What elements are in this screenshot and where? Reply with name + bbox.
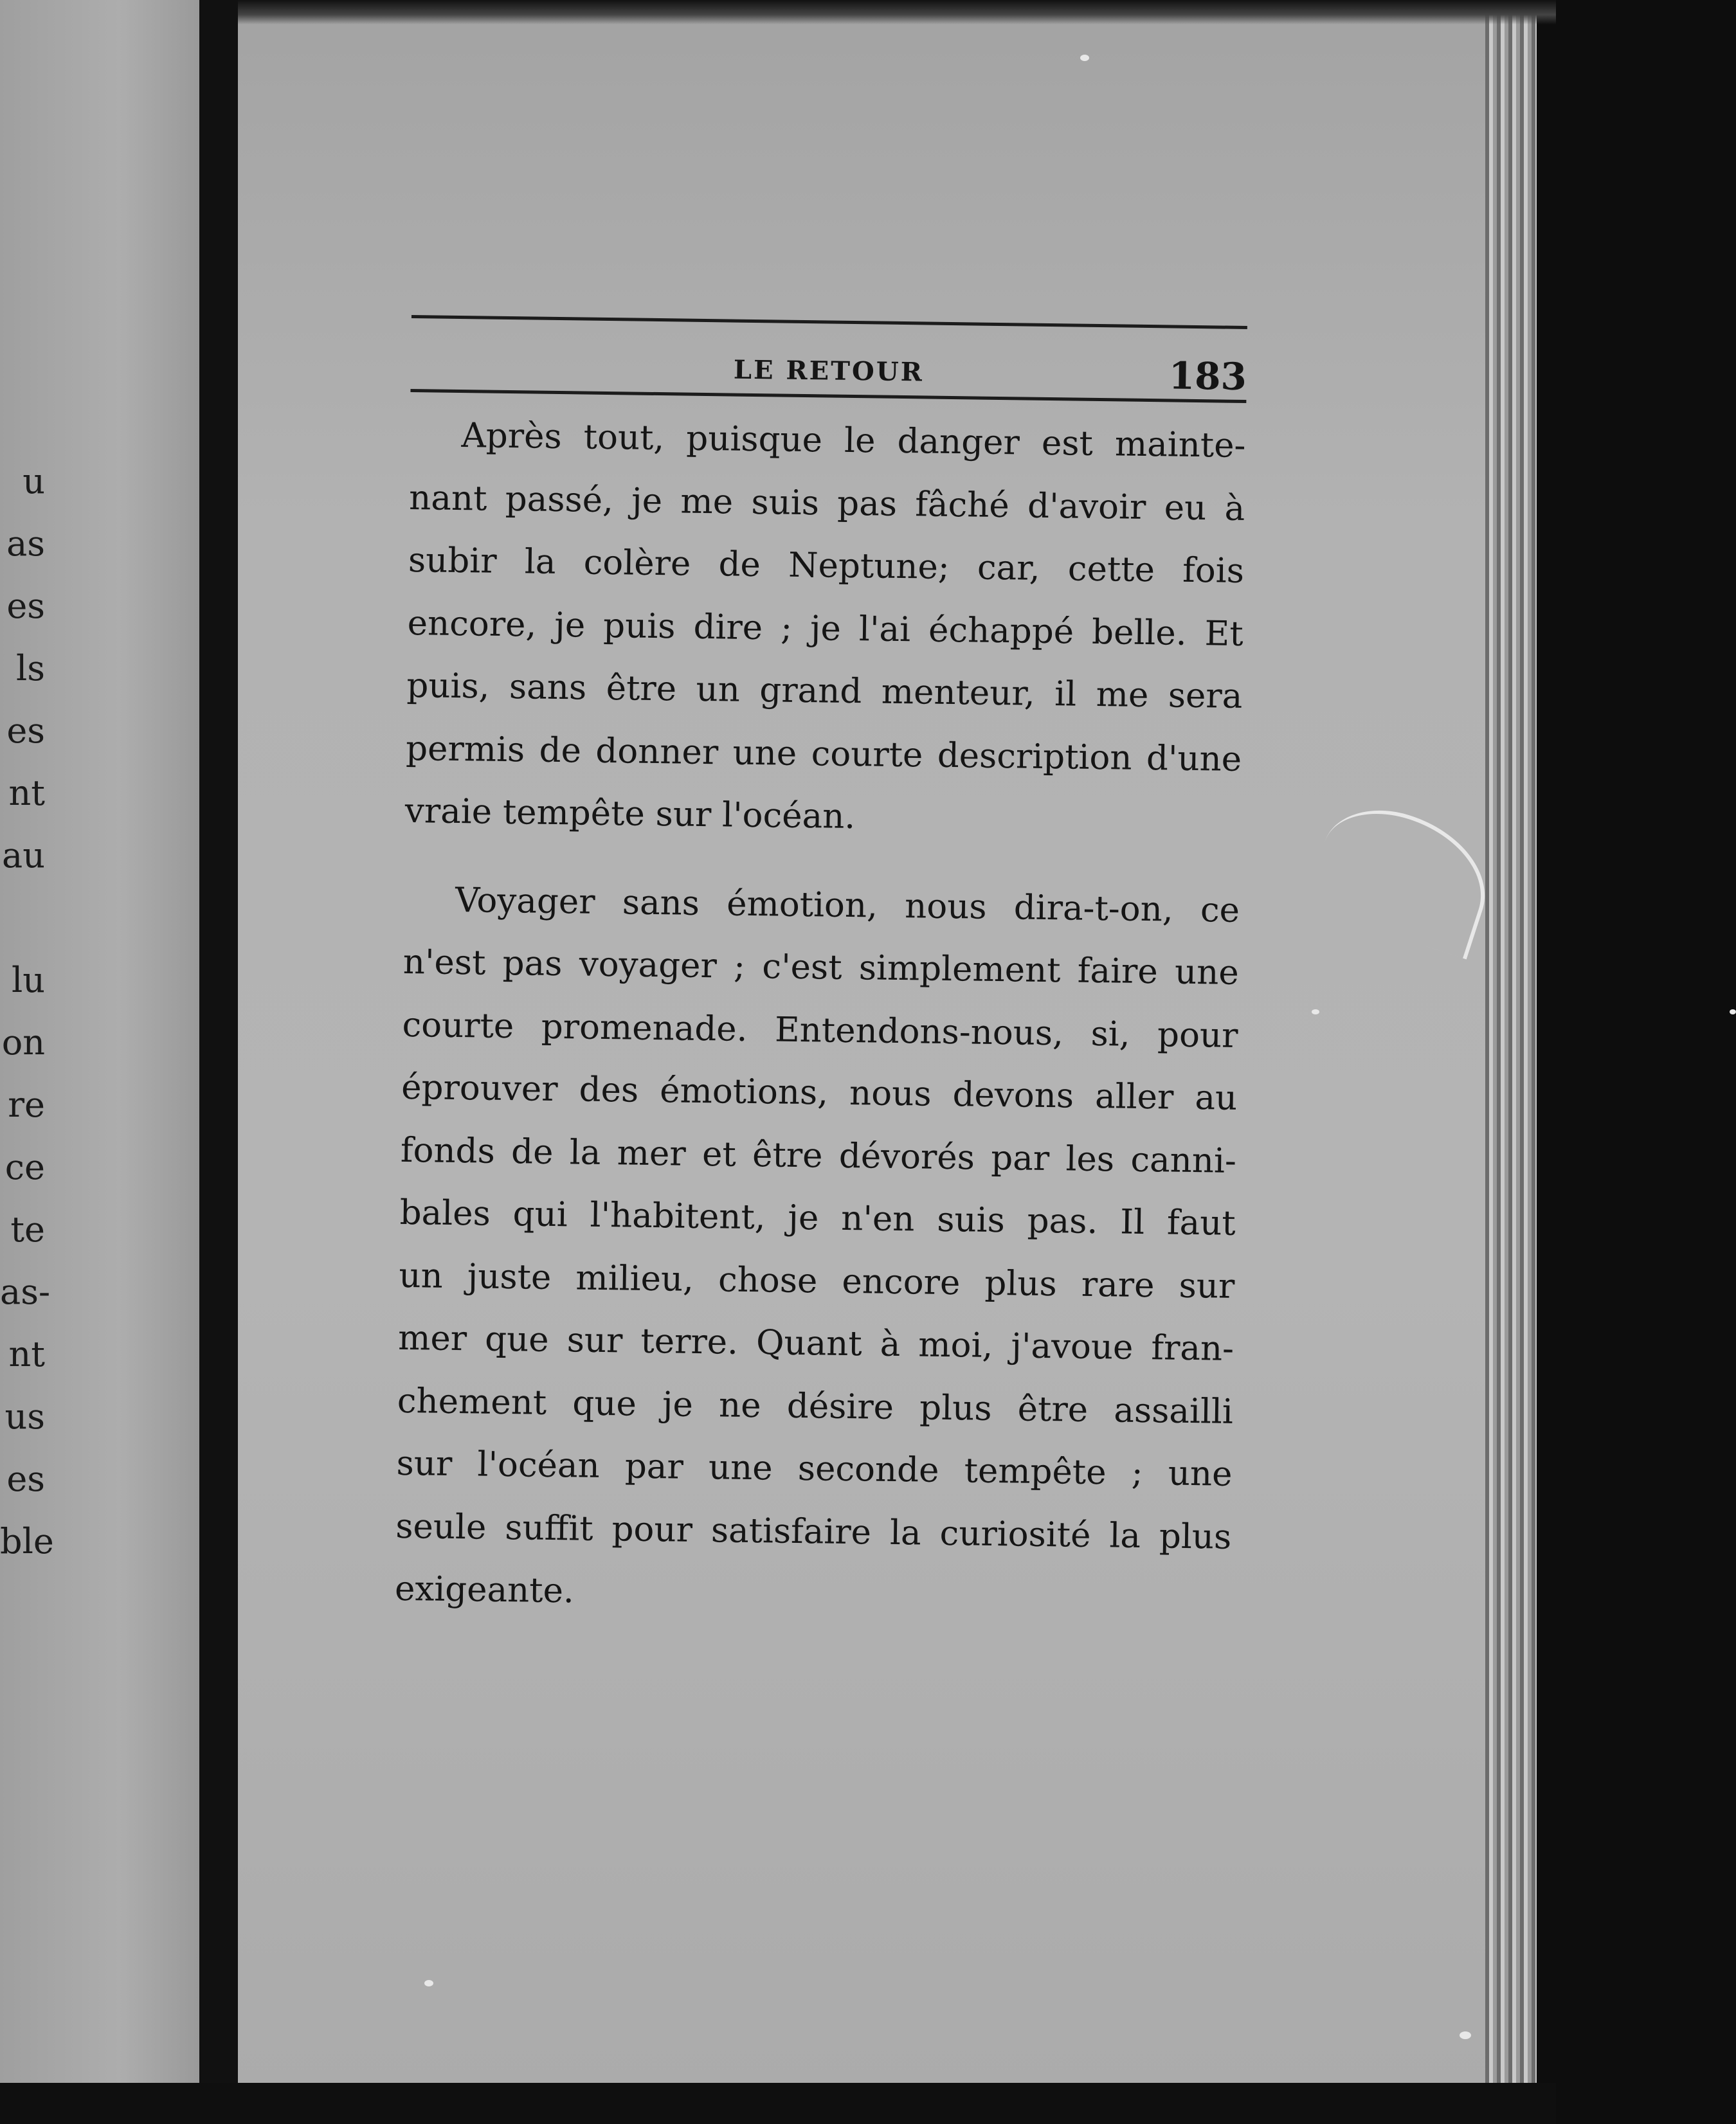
line-fragment: ls xyxy=(16,648,45,688)
running-header xyxy=(410,318,1247,400)
line-fragment: lu xyxy=(11,960,45,1000)
text-line: Après tout, puisque le danger est mainte- xyxy=(461,416,1246,465)
text-line: n'est pas voyager ; c'est simplement faire une xyxy=(402,942,1240,993)
line-fragment: on xyxy=(1,1022,45,1063)
line-fragment: es xyxy=(6,1459,45,1499)
previous-page-line-endings xyxy=(0,450,54,1572)
line-fragment: es xyxy=(6,586,45,626)
page-content xyxy=(394,315,1247,1631)
scan-bottom-shadow xyxy=(0,2083,1556,2124)
line-fragment: te xyxy=(10,1209,45,1250)
dust-speck xyxy=(1312,1009,1319,1014)
line-fragment: u xyxy=(23,461,45,501)
text-line: bales qui l'habitent, je n'en suis pas. Il faut xyxy=(399,1192,1236,1243)
paragraph xyxy=(394,868,1240,1631)
text-line: chement que je ne désire plus être assailli xyxy=(397,1381,1234,1432)
text-line: encore, je puis dire ; je l'ai échappé belle. Et xyxy=(407,603,1244,654)
text-line: mer que sur terre. Quant à moi, j'avoue fran- xyxy=(397,1318,1234,1369)
line-fragment: nt xyxy=(8,773,45,813)
dust-speck xyxy=(1730,1009,1736,1014)
running-title: LE RETOUR xyxy=(733,354,925,388)
line-fragment: au xyxy=(2,835,45,876)
text-line: éprouver des émotions, nous devons aller au xyxy=(401,1067,1238,1118)
text-line: exigeante. xyxy=(394,1569,575,1611)
text-line: seule suffit pour satisfaire la curiosité la plus xyxy=(395,1506,1232,1557)
line-fragment: ce xyxy=(5,1147,45,1187)
paragraph xyxy=(404,404,1246,853)
line-fragment: nt xyxy=(8,1334,45,1374)
line-fragment: as xyxy=(6,523,45,564)
text-line: subir la colère de Neptune; car, cette fois xyxy=(408,540,1245,591)
body-text xyxy=(394,404,1246,1631)
text-line: sur l'océan par une seconde tempête ; une xyxy=(396,1443,1233,1494)
text-line: vraie tempête sur l'océan. xyxy=(404,791,856,837)
paragraph-gap xyxy=(0,887,45,949)
page-stack-edge xyxy=(1485,13,1537,2096)
text-line: puis, sans être un grand menteur, il me sera xyxy=(406,665,1243,716)
line-fragment: as- xyxy=(0,1272,51,1312)
dust-speck xyxy=(424,1980,433,1986)
previous-page-fragment xyxy=(0,0,199,2089)
text-line: Voyager sans émotion, nous dira-t-on, ce xyxy=(455,880,1240,930)
dust-speck xyxy=(1080,55,1089,61)
line-fragment: re xyxy=(8,1084,45,1125)
dust-speck xyxy=(1460,2031,1471,2039)
text-line: fonds de la mer et être dévorés par les canni- xyxy=(400,1130,1237,1181)
text-line: nant passé, je me suis pas fâché d'avoir eu à xyxy=(408,478,1245,528)
book-gutter-shadow xyxy=(199,0,238,2124)
text-line: un juste milieu, chose encore plus rare sur xyxy=(399,1256,1235,1306)
scan-top-shadow xyxy=(238,0,1556,24)
text-line: courte promenade. Entendons-nous, si, pour xyxy=(402,1005,1238,1056)
text-line: permis de donner une courte description d'une xyxy=(405,728,1242,779)
page-number: 183 xyxy=(1168,354,1247,399)
line-fragment: ble xyxy=(0,1521,54,1562)
line-fragment: es xyxy=(6,710,45,751)
line-fragment: us xyxy=(5,1396,45,1437)
